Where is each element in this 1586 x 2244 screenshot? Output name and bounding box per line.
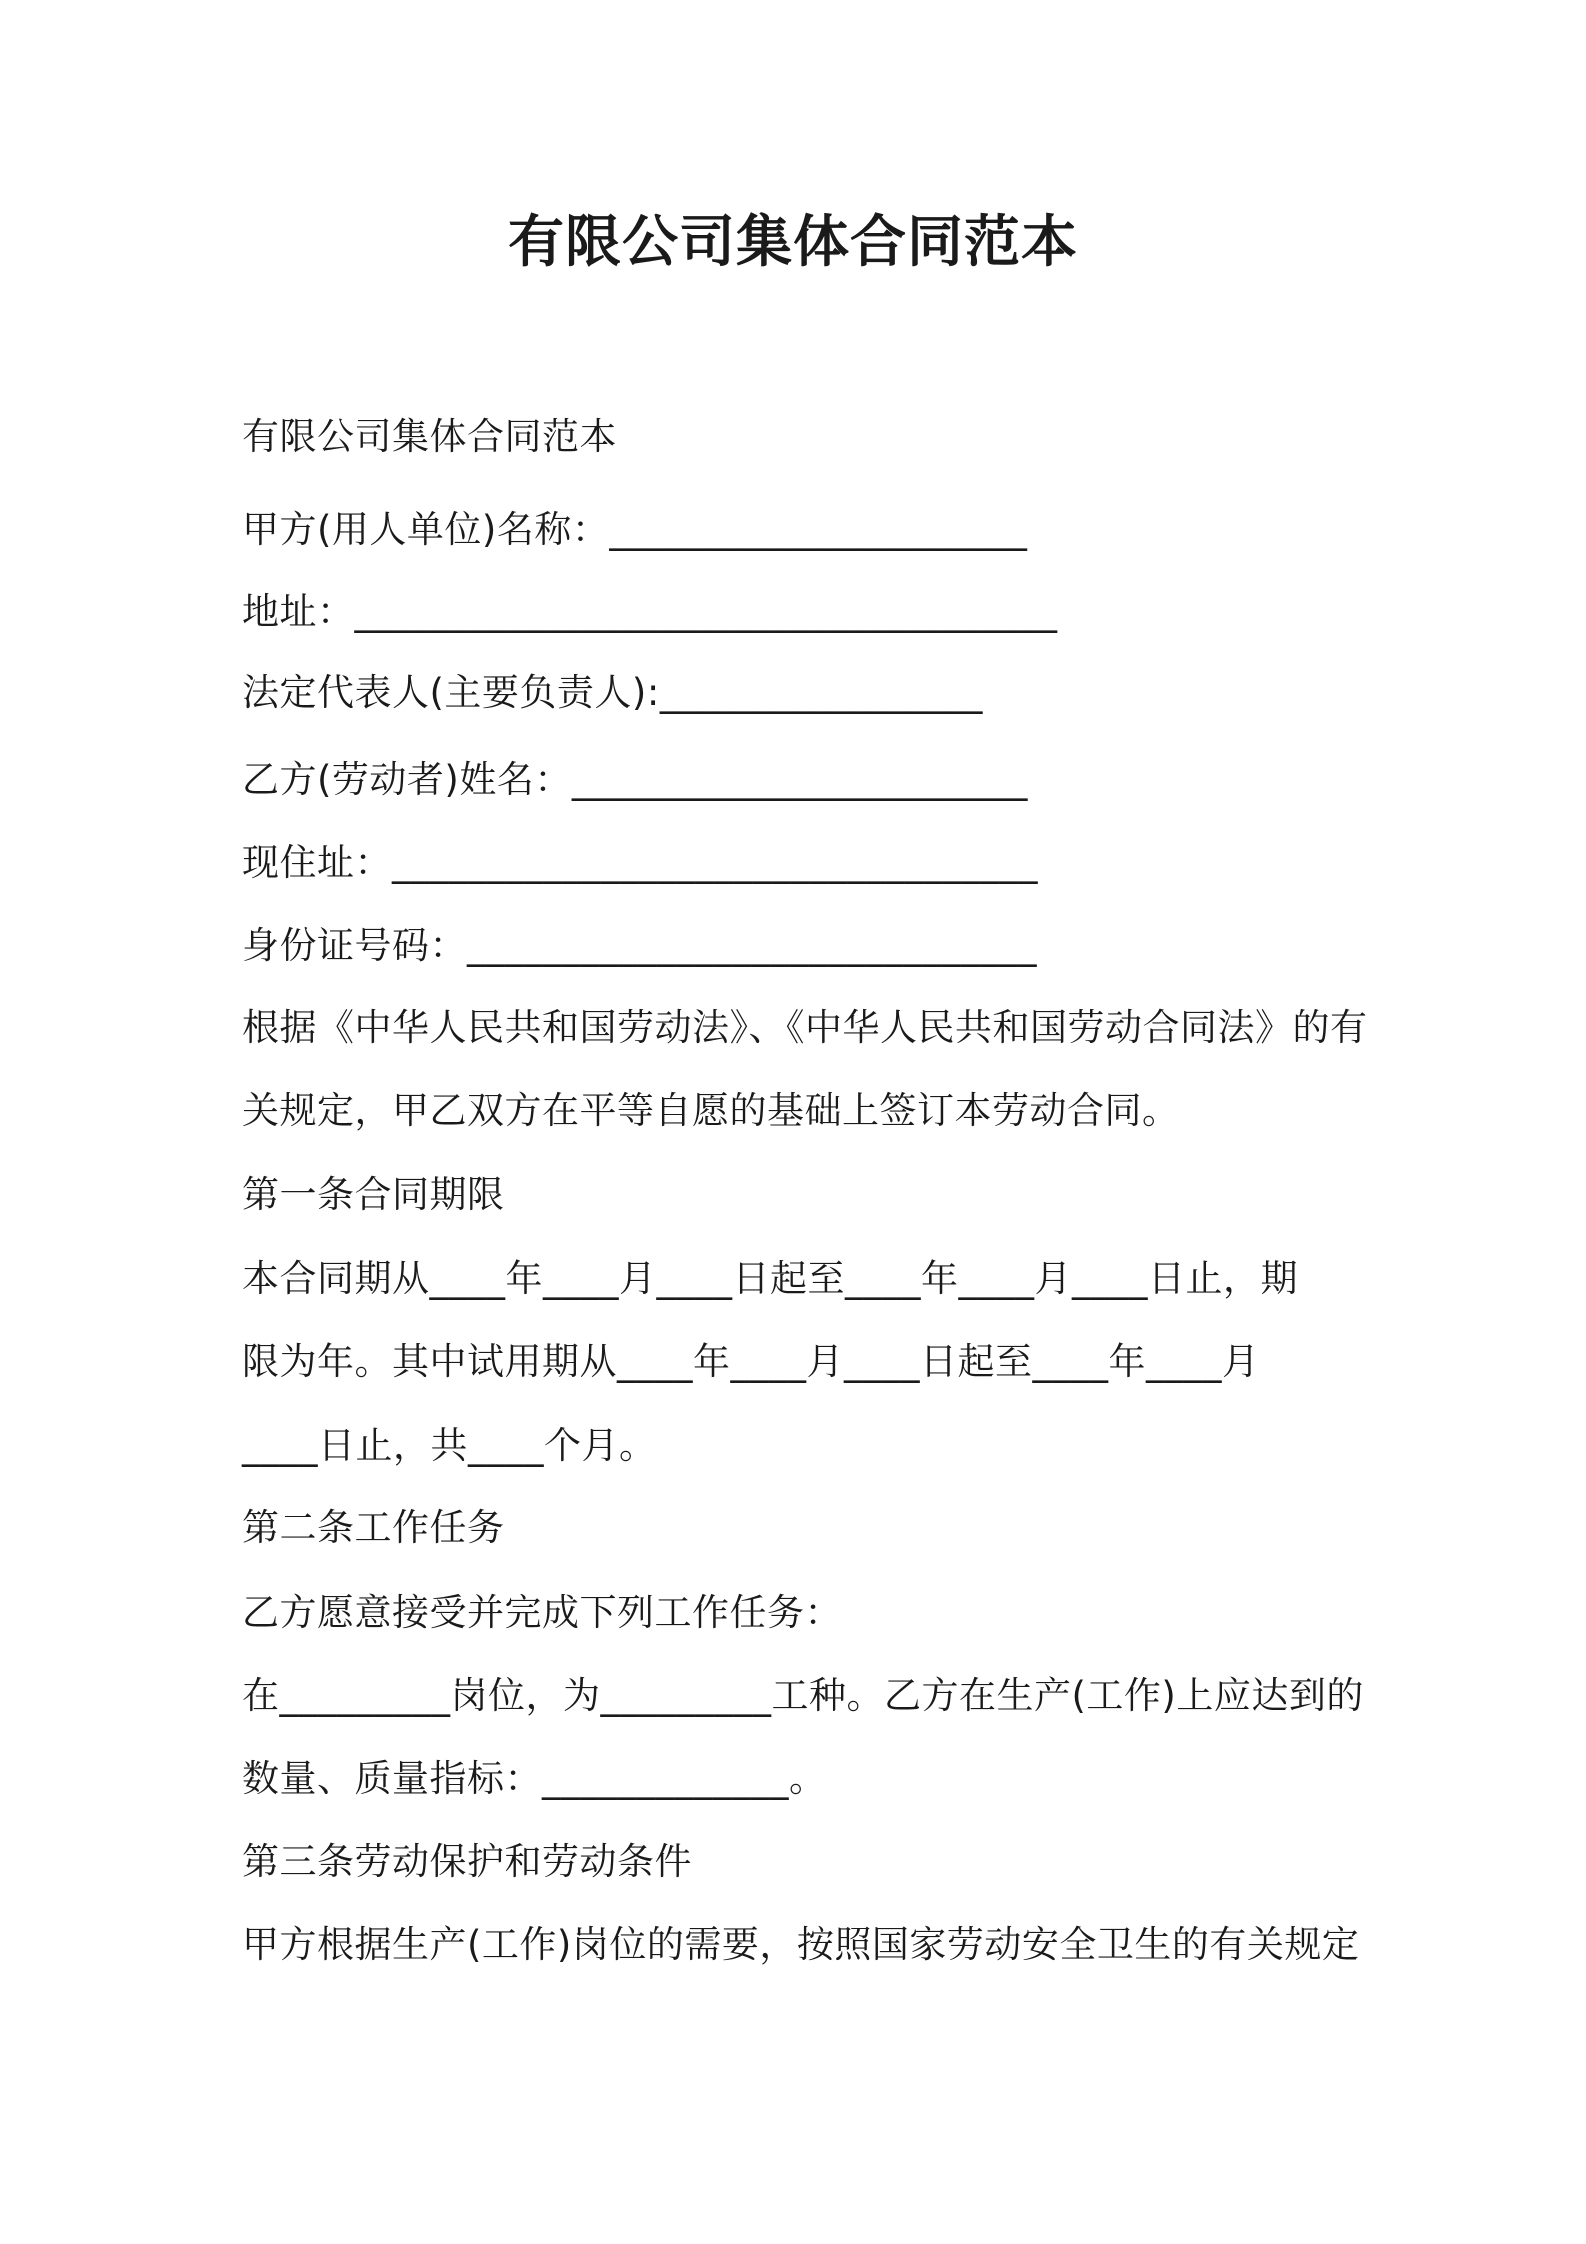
document-line: 法定代表人(主要负责人):_________________ bbox=[242, 671, 983, 714]
document-line: 有限公司集体合同范本 bbox=[242, 415, 617, 458]
document-line: 第三条劳动保护和劳动条件 bbox=[242, 1840, 692, 1883]
document-line: 乙方(劳动者)姓名：________________________ bbox=[242, 758, 1028, 801]
document-line: 本合同期从____年____月____日起至____年____月____日止，期 bbox=[242, 1257, 1298, 1300]
document-line: 甲方根据生产(工作)岗位的需要，按照国家劳动安全卫生的有关规定 bbox=[242, 1923, 1360, 1966]
document-line: 现住址：__________________________________ bbox=[242, 841, 1038, 884]
document-line: 第一条合同期限 bbox=[242, 1173, 505, 1216]
document-line: 身份证号码：______________________________ bbox=[242, 924, 1037, 967]
document-line: 甲方(用人单位)名称：______________________ bbox=[242, 508, 1028, 551]
document-line: 关规定，甲乙双方在平等自愿的基础上签订本劳动合同。 bbox=[242, 1089, 1180, 1132]
document-line: 根据《中华人民共和国劳动法》、《中华人民共和国劳动合同法》的有 bbox=[242, 1006, 1368, 1049]
document-line: ____日止，共____个月。 bbox=[242, 1424, 657, 1467]
document-line: 乙方愿意接受并完成下列工作任务： bbox=[242, 1591, 842, 1634]
document-line: 在_________岗位，为_________工种。乙方在生产(工作)上应达到的 bbox=[242, 1674, 1364, 1717]
document-line: 数量、质量指标：_____________。 bbox=[242, 1757, 827, 1800]
document-title: 有限公司集体合同范本 bbox=[508, 210, 1078, 275]
document-line: 限为年。其中试用期从____年____月____日起至____年____月 bbox=[242, 1340, 1260, 1383]
document-line: 第二条工作任务 bbox=[242, 1506, 505, 1549]
document-line: 地址：_____________________________________ bbox=[242, 590, 1058, 633]
